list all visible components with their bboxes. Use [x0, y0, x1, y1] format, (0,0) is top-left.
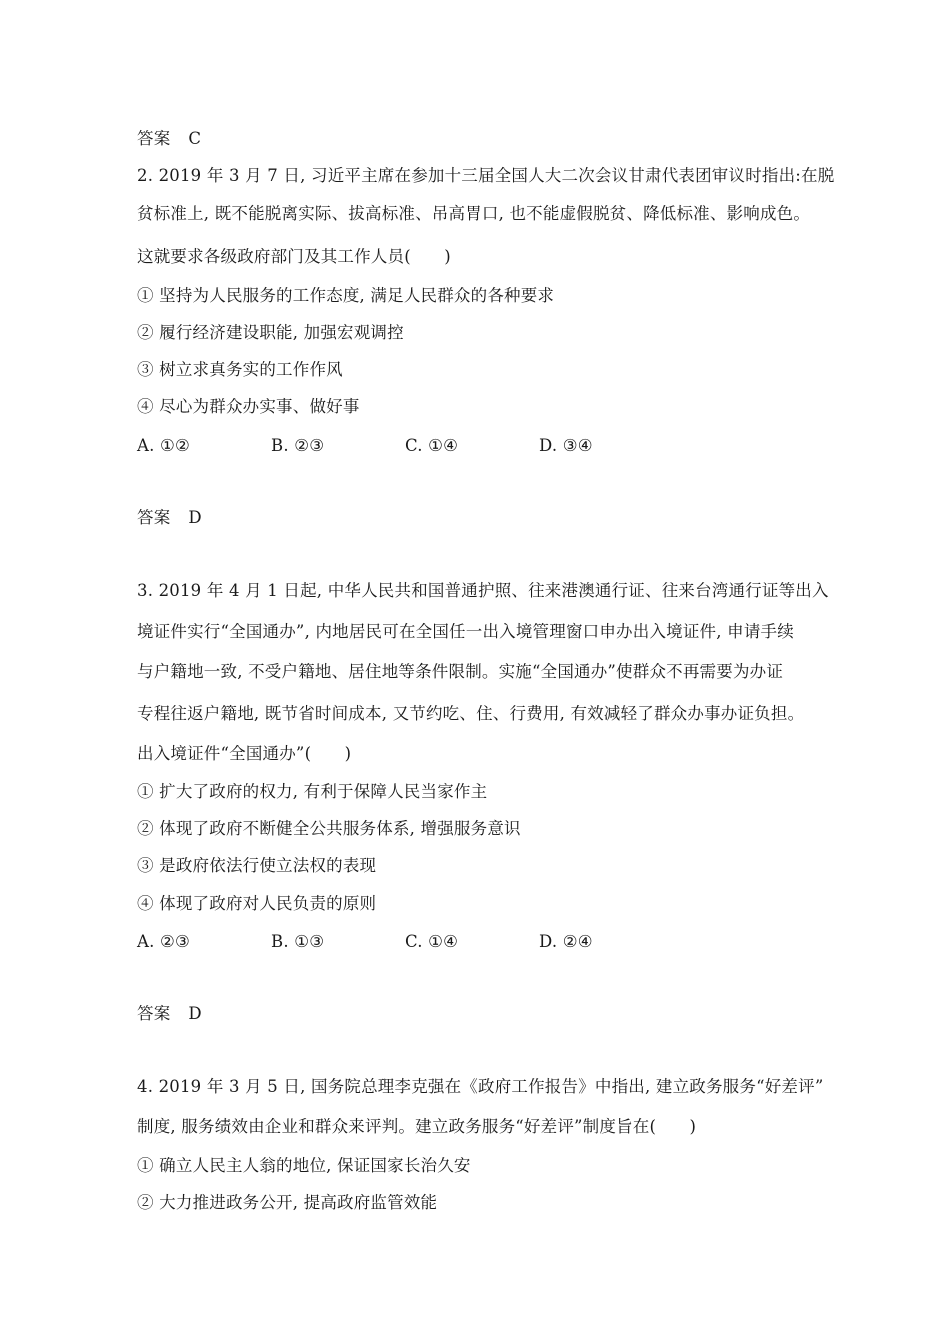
option-b: B. ②③ [271, 436, 325, 455]
q4-item: ② 大力推进政务公开, 提高政府监管效能 [137, 1193, 438, 1212]
answer-label: 答案 [137, 508, 171, 527]
option-c: C. ①④ [405, 436, 459, 455]
q3-stem-line: 3. 2019 年 4 月 1 日起, 中华人民共和国普通护照、往来港澳通行证、往来台湾通行证等出入 [137, 581, 829, 600]
answer-value: C [188, 129, 202, 148]
q2-options [137, 435, 593, 457]
q3-item: ③ 是政府依法行使立法权的表现 [137, 856, 377, 875]
option-c: C. ①④ [405, 932, 459, 951]
answer-label: 答案 [137, 1004, 171, 1023]
q2-stem-line: 这就要求各级政府部门及其工作人员( ) [137, 247, 451, 266]
q3-answer [137, 1003, 202, 1025]
answer-value: D [188, 508, 202, 527]
answer-value: D [188, 1004, 202, 1023]
q2-item: ④ 尽心为群众办实事、做好事 [137, 397, 360, 416]
q4-item: ① 确立人民主人翁的地位, 保证国家长治久安 [137, 1156, 471, 1175]
q3-item: ① 扩大了政府的权力, 有利于保障人民当家作主 [137, 782, 488, 801]
option-b: B. ①③ [271, 932, 325, 951]
q3-options [137, 931, 593, 953]
q3-stem-line: 专程往返户籍地, 既节省时间成本, 又节约吃、住、行费用, 有效减轻了群众办事办证负担。 [137, 704, 805, 723]
q2-item: ① 坚持为人民服务的工作态度, 满足人民群众的各种要求 [137, 286, 555, 305]
q4-stem-line: 4. 2019 年 3 月 5 日, 国务院总理李克强在《政府工作报告》中指出, 建立政务服务“好差评” [137, 1077, 824, 1096]
option-d: D. ②④ [539, 932, 593, 951]
q2-item: ③ 树立求真务实的工作作风 [137, 360, 343, 379]
q3-item: ④ 体现了政府对人民负责的原则 [137, 894, 377, 913]
q1-answer [137, 128, 201, 150]
q4-stem-line: 制度, 服务绩效由企业和群众来评判。建立政务服务“好差评”制度旨在( ) [137, 1117, 697, 1136]
option-a: A. ①② [137, 436, 190, 455]
q3-stem-line: 与户籍地一致, 不受户籍地、居住地等条件限制。实施“全国通办”使群众不再需要为办证 [137, 662, 784, 681]
option-a: A. ②③ [137, 932, 190, 951]
q2-item: ② 履行经济建设职能, 加强宏观调控 [137, 323, 404, 342]
q2-stem-line: 贫标准上, 既不能脱离实际、拔高标准、吊高胃口, 也不能虚假脱贫、降低标准、影响成色。 [137, 204, 811, 223]
answer-label: 答案 [137, 129, 171, 148]
q3-item: ② 体现了政府不断健全公共服务体系, 增强服务意识 [137, 819, 521, 838]
option-d: D. ③④ [539, 436, 593, 455]
q2-answer [137, 507, 202, 529]
q3-stem-line: 出入境证件“全国通办”( ) [137, 744, 352, 763]
q2-stem-line: 2. 2019 年 3 月 7 日, 习近平主席在参加十三届全国人大二次会议甘肃代表团审议时指出:在脱 [137, 166, 835, 185]
q3-stem-line: 境证件实行“全国通办”, 内地居民可在全国任一出入境管理窗口申办出入境证件, 申请手续 [137, 622, 794, 641]
